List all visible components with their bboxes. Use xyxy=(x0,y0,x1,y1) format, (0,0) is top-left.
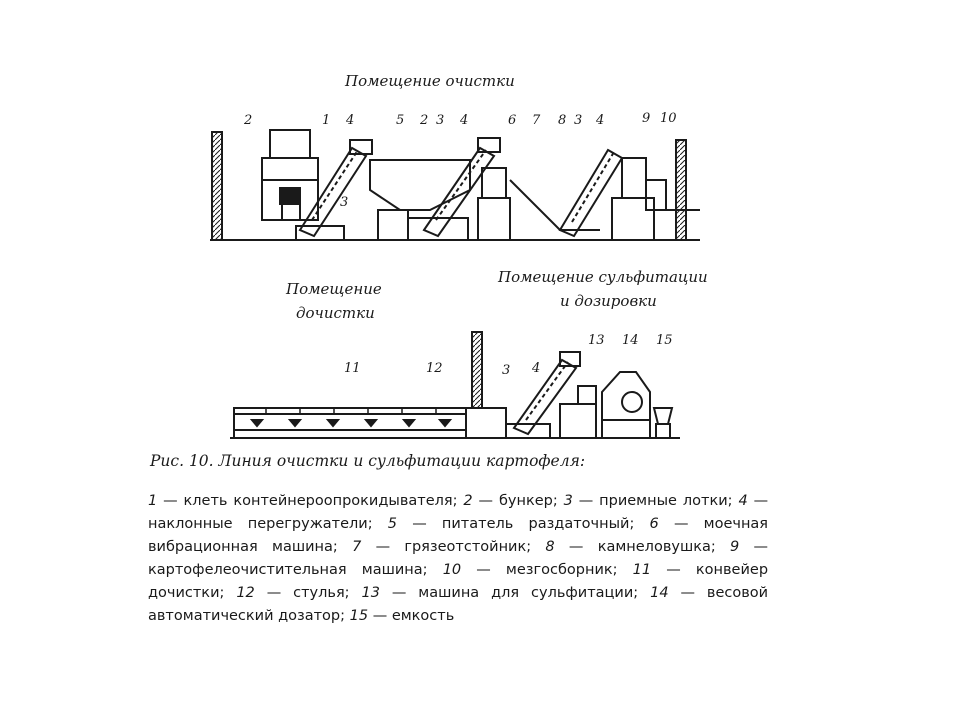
callout-10: 10 xyxy=(660,111,677,126)
legend-item-8: 8 — камнеловушка; xyxy=(545,539,716,555)
callout-12: 12 xyxy=(426,361,443,376)
legend-text: стулья; xyxy=(293,585,350,601)
legend-text: моечная вибрационная машина; xyxy=(148,516,769,555)
partition-wall xyxy=(472,332,482,408)
legend-number: 5 xyxy=(387,516,398,532)
callout-9: 9 xyxy=(642,111,651,126)
callout-14: 14 xyxy=(622,333,639,348)
legend-text: конвейер дочистки; xyxy=(148,562,769,601)
right-wall xyxy=(676,140,686,240)
legend-item-1: 1 — клеть контейнероопрокидывателя; xyxy=(148,493,458,509)
legend-number: 15 xyxy=(349,608,369,624)
legend-number: 8 xyxy=(545,539,555,555)
chairs xyxy=(252,420,450,426)
washing-machine xyxy=(482,168,506,198)
peeling-machine xyxy=(622,158,646,198)
legend-item-5: 5 — питатель раздаточный; xyxy=(387,516,635,532)
legend-number: 13 xyxy=(361,585,380,601)
callout-2a: 2 xyxy=(244,113,253,128)
legend-text: бункер; xyxy=(498,493,558,509)
legend-number: 11 xyxy=(632,562,652,578)
callout-13: 13 xyxy=(588,333,605,348)
legend-text: мезгосборник; xyxy=(505,562,618,578)
legend-text: клеть контейнероопрокидывателя; xyxy=(183,493,458,509)
legend-number: 12 xyxy=(236,585,255,601)
callout-3d: 3 xyxy=(502,363,511,378)
legend-number: 6 xyxy=(649,516,659,532)
legend-text: картофелеочистительная машина; xyxy=(148,562,428,578)
sulfitation-machine xyxy=(578,386,596,404)
legend-text: питатель раздаточный; xyxy=(441,516,635,532)
legend-item-3: 3 — приемные лотки; xyxy=(563,493,733,509)
legend-number: 1 xyxy=(148,493,158,509)
legend-item-11: 11 — конвейер дочистки; xyxy=(148,562,769,601)
legend-text: камнеловушка; xyxy=(597,539,716,555)
callout-3c: 3 xyxy=(340,195,349,210)
legend-number: 10 xyxy=(442,562,462,578)
legend-text: грязеотстойник; xyxy=(404,539,532,555)
legend-item-13: 13 — машина для сульфитации; xyxy=(361,585,639,601)
room-label-finishing-2: дочистки xyxy=(296,304,375,322)
callout-8: 8 xyxy=(558,113,567,128)
container-tipper-cage xyxy=(270,130,310,158)
legend-item-12: 12 — стулья; xyxy=(236,585,350,601)
legend-number: 9 xyxy=(730,539,740,555)
callout-3a: 3 xyxy=(436,113,445,128)
weighing-dozer xyxy=(602,372,650,438)
legend-number: 14 xyxy=(650,585,669,601)
bunker-middle xyxy=(378,210,408,240)
legend-item-15: 15 — емкость xyxy=(349,608,455,624)
inclined-conveyor-bottom xyxy=(514,360,576,434)
callout-11: 11 xyxy=(344,361,361,376)
callout-6: 6 xyxy=(508,113,517,128)
callout-4c: 4 xyxy=(596,113,605,128)
legend-item-10: 10 — мезгосборник; xyxy=(442,562,618,578)
left-wall xyxy=(212,132,222,240)
legend-item-4: 4 — наклонные перегружатели; xyxy=(148,493,769,532)
cleaning-room-drawing xyxy=(210,130,700,240)
legend-text: наклонные перегружатели; xyxy=(148,516,373,532)
callout-2b: 2 xyxy=(420,113,429,128)
figure-legend xyxy=(148,490,768,628)
callout-3b: 3 xyxy=(574,113,583,128)
container xyxy=(654,408,672,424)
room-label-finishing-1: Помещение xyxy=(286,280,382,298)
legend-item-6: 6 — моечная вибрационная машина; xyxy=(148,516,769,555)
legend-text: весовой автоматический дозатор; xyxy=(148,585,769,624)
callout-4d: 4 xyxy=(532,361,541,376)
callout-5: 5 xyxy=(396,113,405,128)
legend-number: 7 xyxy=(352,539,362,555)
legend-number: 2 xyxy=(463,493,473,509)
finishing-room-drawing xyxy=(230,332,680,438)
legend-item-2: 2 — бункер; xyxy=(463,493,558,509)
legend-text: машина для сульфитации; xyxy=(418,585,639,601)
room-label-cleaning: Помещение очистки xyxy=(345,72,515,90)
figure-caption: Рис. 10. Линия очистки и сульфитации картофеля: xyxy=(150,452,586,470)
legend-item-7: 7 — грязеотстойник; xyxy=(352,539,532,555)
legend-number: 3 xyxy=(563,493,573,509)
room-label-sulfitation-1: Помещение сульфитации xyxy=(498,268,708,286)
callout-4b: 4 xyxy=(460,113,469,128)
inclined-conveyor-2 xyxy=(424,148,494,236)
callout-7: 7 xyxy=(532,113,541,128)
legend-item-9: 9 — картофелеочистительная машина; xyxy=(148,539,769,578)
pulp-collector xyxy=(646,180,666,210)
callout-15: 15 xyxy=(656,333,673,348)
receiving-trough-bottom xyxy=(506,424,550,438)
transfer-box xyxy=(466,408,506,438)
room-label-sulfitation-2: и дозировки xyxy=(560,292,657,310)
legend-item-14: 14 — весовой автоматический дозатор; xyxy=(148,585,769,624)
bunker-outlet xyxy=(280,188,300,204)
callout-4a: 4 xyxy=(346,113,355,128)
inclined-conveyor-1 xyxy=(300,148,366,236)
finishing-conveyor xyxy=(234,408,466,438)
callout-1: 1 xyxy=(322,113,331,128)
legend-text: емкость xyxy=(391,608,455,624)
legend-text: приемные лотки; xyxy=(599,493,733,509)
legend-number: 4 xyxy=(738,493,748,509)
